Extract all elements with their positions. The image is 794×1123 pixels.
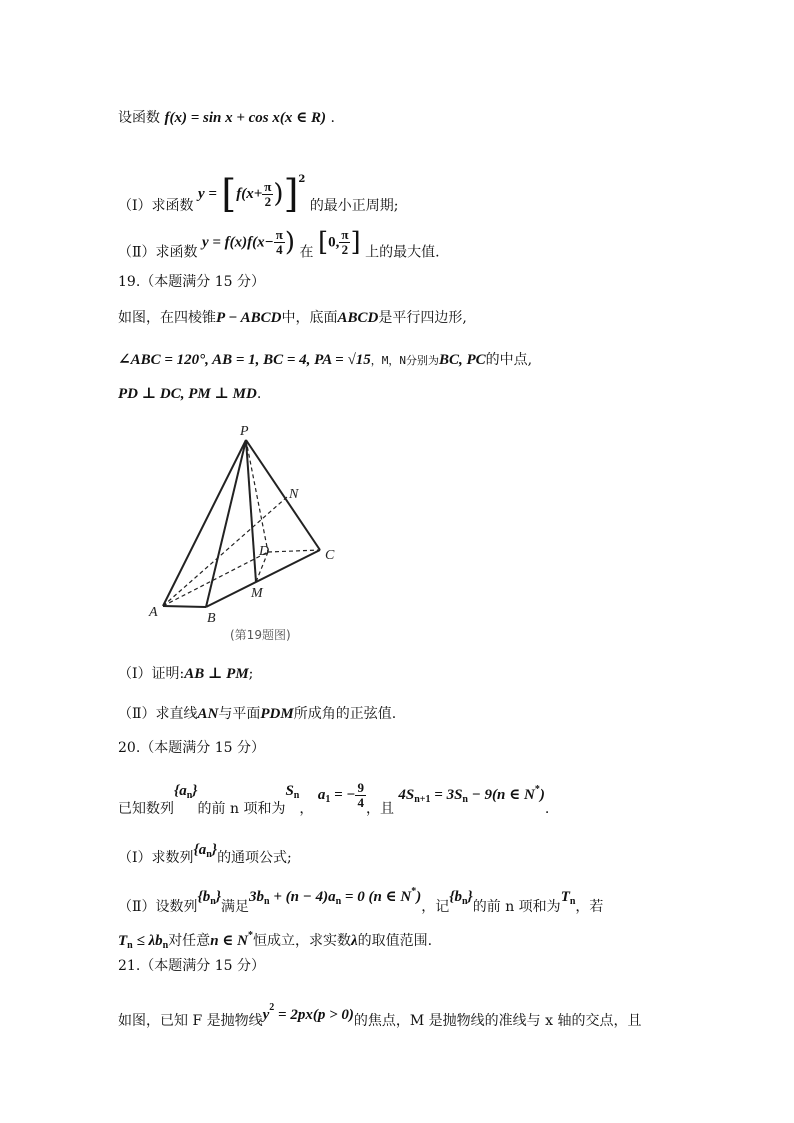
q20-header: 20.（本题满分 15 分） [118,740,265,756]
function-definition: f(x) = sin x + cos x(x ∈ R) [164,110,326,126]
label-C: C [325,548,335,563]
q19-line2: ∠ABC = 120°, AB = 1, BC = 4, PA = √15，M，N分别为BC, PC的中点, [118,352,533,368]
q21-header: 21.（本题满分 15 分） [118,958,265,974]
label-M: M [251,586,263,601]
label-A: A [149,605,158,620]
q20-line1: 已知数列$\{a_n\}$的前 n 项和为$S_n$， $a_1$ = − $\frac{9}{4}$ ，且 $4S_{n+1} = 3S_n - 9(n$ ∈ N*). [118,779,550,817]
figure-caption: (第19题图) [230,628,291,642]
q21-line1: 如图，已知 F 是抛物线$y^2 = 2px(p > 0)$的焦点，M 是抛物线的准线与 x 轴的交点，且 [118,1002,642,1029]
q20-part2: （Ⅱ）设数列$\{b_n\}$满足$3b_n + (n - 4)a_n = 0$ (n ∈ N*)，记$\{b_n\}$的前 n 项和为$T_n$，若 [118,886,604,915]
q19-part2: （Ⅱ）求直线AN与平面PDM所成角的正弦值. [118,706,397,722]
q19-line1: 如图，在四棱锥P − ABCD中，底面ABCD是平行四边形, [118,310,467,326]
intro-line: 设函数 f(x) = sin x + cos x(x ∈ R) . [118,110,335,126]
edge-PB [206,440,246,607]
label-B: B [207,611,216,626]
edge-AB [163,606,206,607]
q18-part1: （Ⅰ）求函数 y = [f(x+ $\frac{\pi}{2}$ )]$^2$ 的最小正周期; [118,172,399,216]
pi-over-2: $\frac{\pi}{2}$ [264,178,272,209]
q18-part2: （Ⅱ）求函数 y = f(x)f(x− $\frac{\pi}{4}$ ) 在 [0, $\frac{\pi}{2}$ ] 上的最大值. [118,227,440,261]
q19-header: 19.（本题满分 15 分） [118,274,265,290]
edge-PA [163,440,246,606]
q19-part1: （Ⅰ）证明:AB ⊥ PM; [118,666,254,682]
q20-part2-cont: $T_n \le \lambda b_n$对任意n ∈ N*恒成立，求实数λ的取值范围. [118,930,433,951]
label-D: D [259,544,270,559]
q19-line3: PD ⊥ DC, PM ⊥ MD. [118,386,262,402]
q20-part1: （Ⅰ）求数列$\{a_n\}$的通项公式; [118,842,292,866]
edge-DC [268,550,320,552]
label-N: N [289,487,299,502]
pyramid-figure [140,420,360,650]
label-P: P [240,424,249,439]
